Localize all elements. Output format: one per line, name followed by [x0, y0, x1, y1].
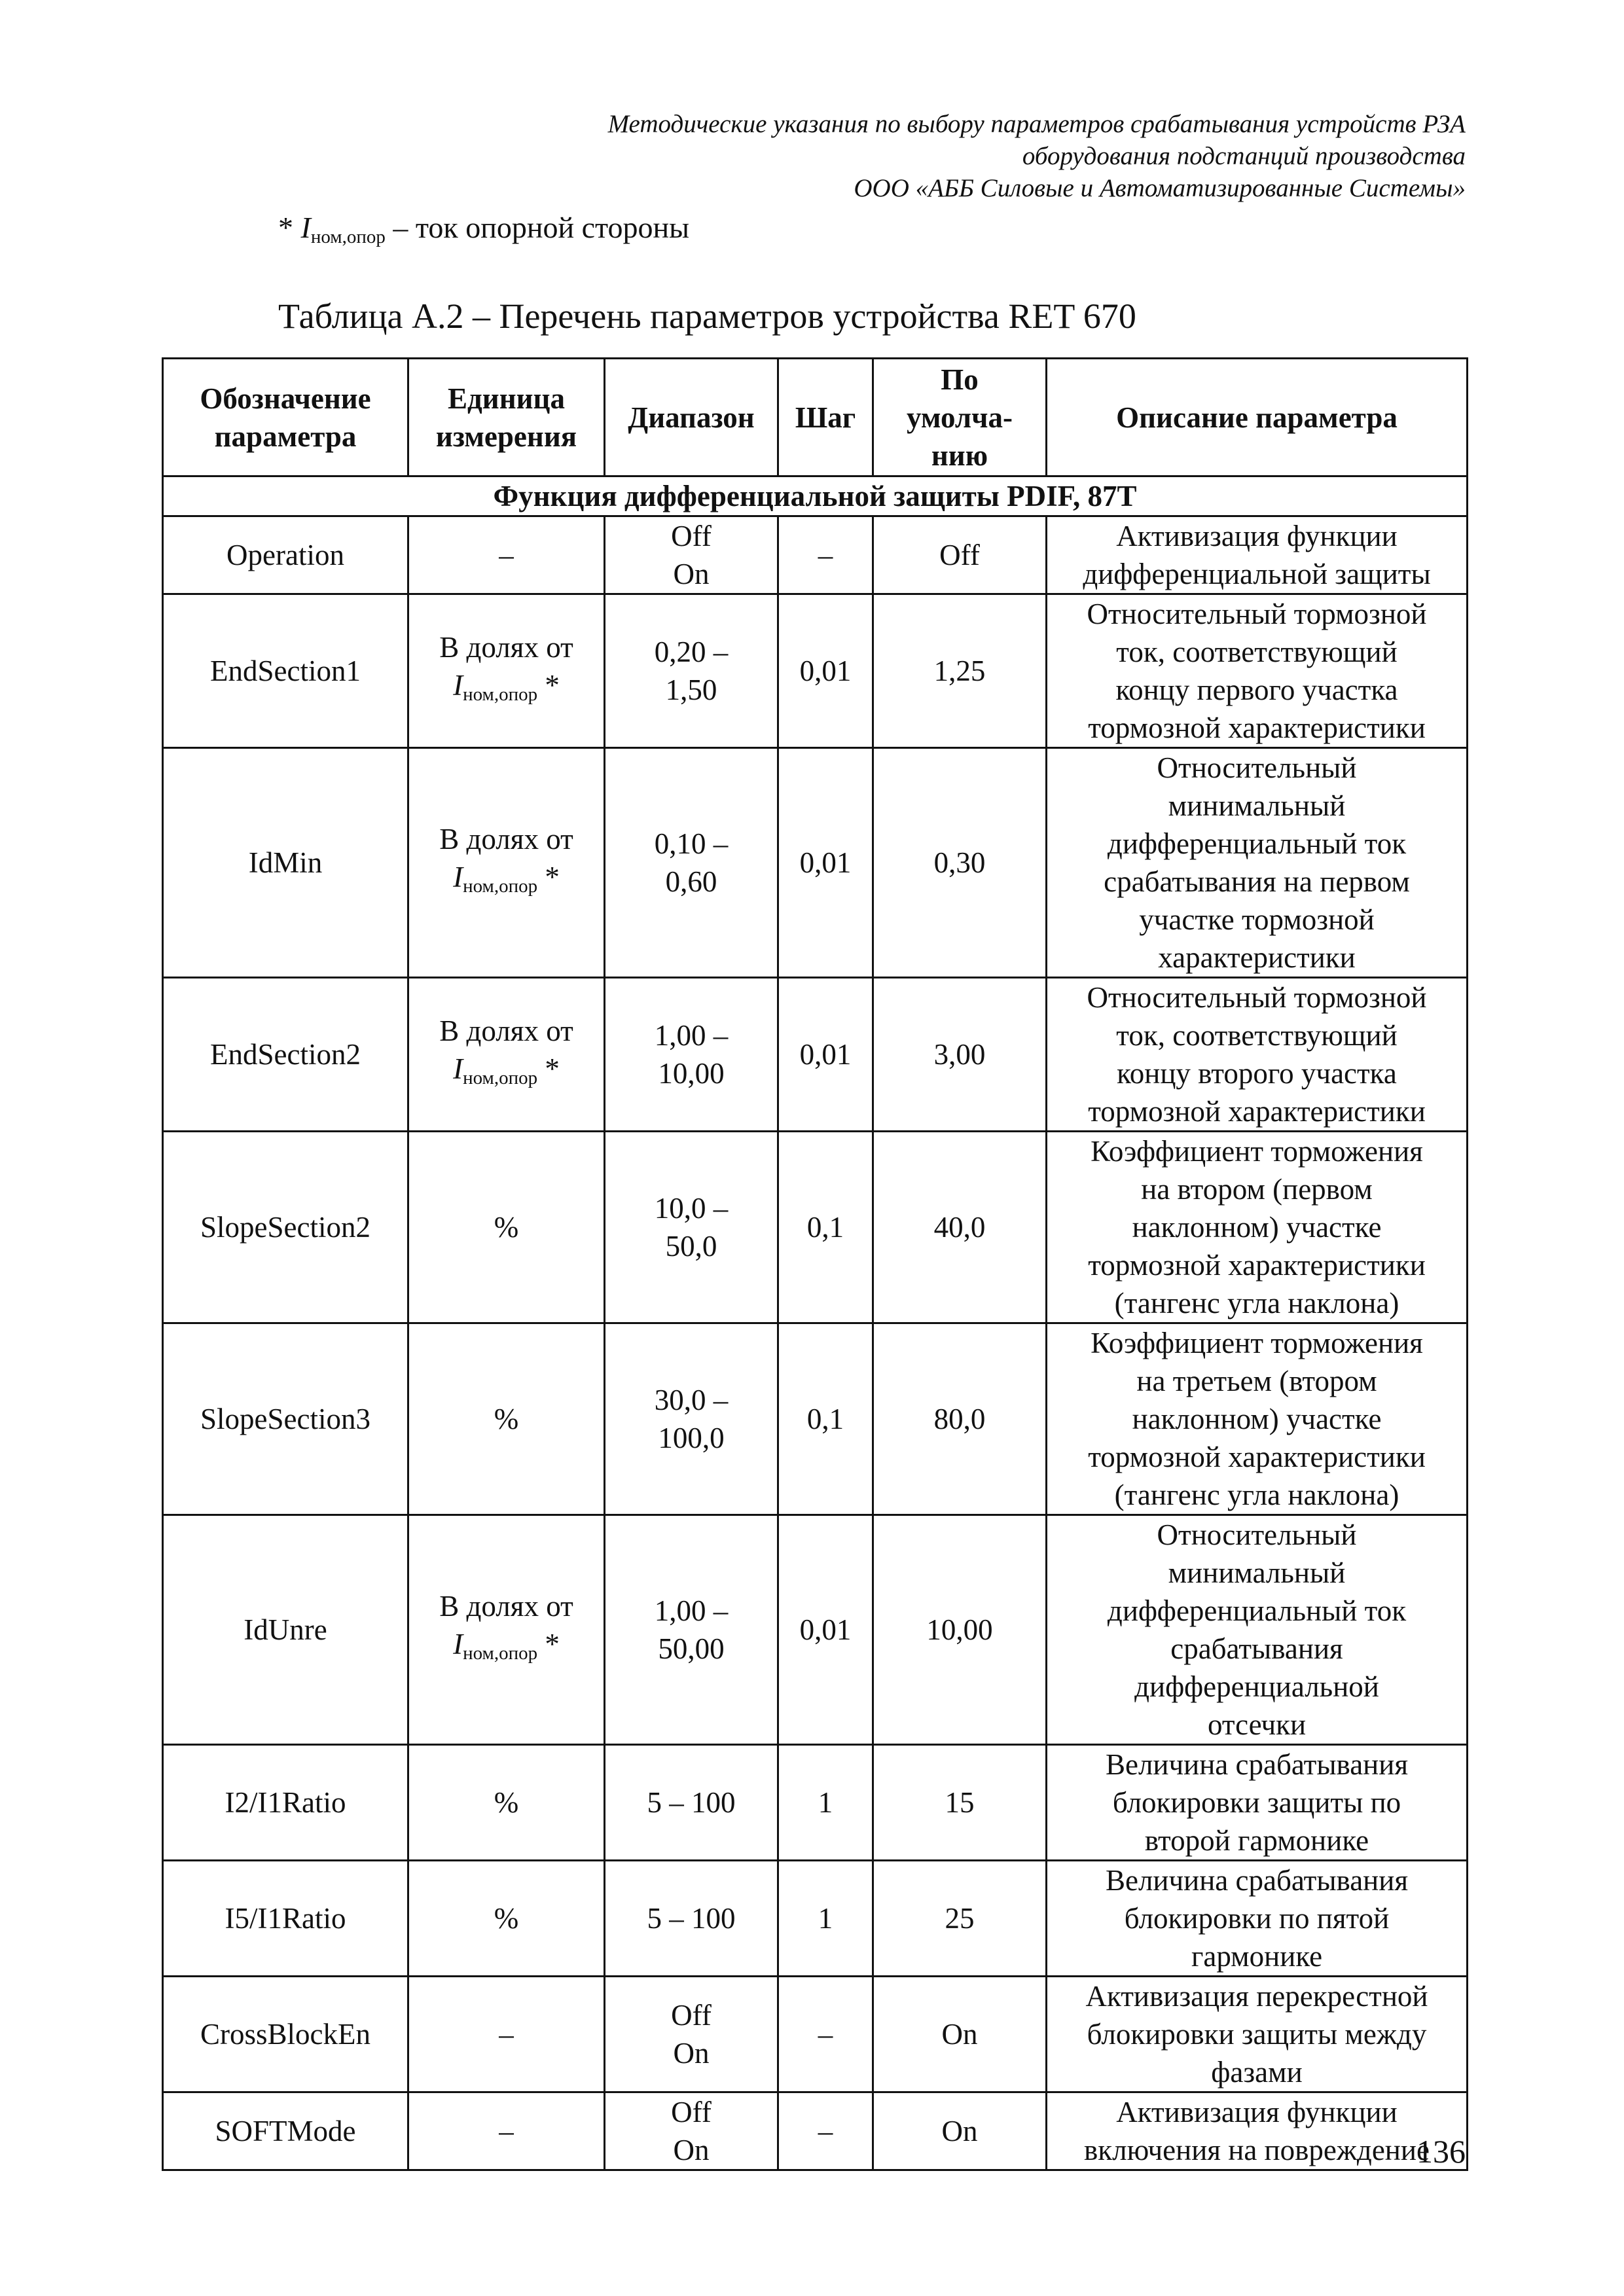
param-range: 5 – 100	[605, 1745, 778, 1861]
param-default: 15	[873, 1745, 1047, 1861]
param-range: 1,00 – 50,00	[605, 1515, 778, 1745]
param-unit: –	[408, 516, 605, 594]
param-description: Коэффициент торможения на третьем (втором наклонном) участке тормозной характеристики (тангенс угла наклона)	[1047, 1323, 1468, 1515]
param-unit: %	[408, 1323, 605, 1515]
header-name: Обозначение параметра	[163, 359, 408, 476]
table-row	[163, 748, 1468, 978]
param-unit	[408, 978, 605, 1132]
param-step: –	[778, 516, 873, 594]
header-range: Диапазон	[605, 359, 778, 476]
param-name: EndSection2	[163, 978, 408, 1132]
footnote	[278, 208, 689, 257]
header-description: Описание параметра	[1047, 359, 1468, 476]
param-range: 0,20 – 1,50	[605, 594, 778, 748]
table-row	[163, 516, 1468, 594]
table-caption: Таблица А.2 – Перечень параметров устройства RET 670	[278, 296, 1136, 336]
footnote-subscript: ном,опор	[310, 226, 386, 247]
param-range: Off On	[605, 1977, 778, 2092]
param-unit: %	[408, 1132, 605, 1323]
param-step: –	[778, 2092, 873, 2170]
param-step: 1	[778, 1745, 873, 1861]
unit-symbol: I	[453, 1052, 463, 1085]
unit-symbol: I	[453, 861, 463, 893]
table-row	[163, 1977, 1468, 2092]
footnote-text: – ток опорной стороны	[385, 211, 690, 244]
table-row	[163, 978, 1468, 1132]
unit-prefix: В долях от	[439, 1590, 573, 1623]
unit-symbol: I	[453, 669, 463, 702]
param-unit: –	[408, 1977, 605, 2092]
param-default: 10,00	[873, 1515, 1047, 1745]
param-description: Величина срабатывания блокировки защиты по второй гармонике	[1047, 1745, 1468, 1861]
section-row	[163, 476, 1468, 516]
unit-suffix: *	[537, 669, 560, 702]
param-default: 25	[873, 1861, 1047, 1977]
param-name: CrossBlockEn	[163, 1977, 408, 2092]
param-name: IdUnre	[163, 1515, 408, 1745]
param-default: 0,30	[873, 748, 1047, 978]
param-range: Off On	[605, 516, 778, 594]
param-step: –	[778, 1977, 873, 2092]
param-unit: %	[408, 1861, 605, 1977]
param-step: 0,1	[778, 1132, 873, 1323]
param-name: SlopeSection3	[163, 1323, 408, 1515]
param-description: Относительный минимальный дифференциальный ток срабатывания дифференциальной отсечки	[1047, 1515, 1468, 1745]
unit-subscript: ном,опор	[463, 876, 538, 897]
param-name: Operation	[163, 516, 408, 594]
param-step: 0,1	[778, 1323, 873, 1515]
header-default: По умолча- нию	[873, 359, 1047, 476]
param-unit	[408, 594, 605, 748]
header-unit: Единица измерения	[408, 359, 605, 476]
param-default: On	[873, 1977, 1047, 2092]
running-header	[418, 108, 1466, 204]
unit-suffix: *	[537, 861, 560, 893]
param-name: I2/I1Ratio	[163, 1745, 408, 1861]
unit-prefix: В долях от	[439, 1014, 573, 1047]
table-row	[163, 1861, 1468, 1977]
param-name: IdMin	[163, 748, 408, 978]
param-step: 0,01	[778, 748, 873, 978]
param-unit	[408, 748, 605, 978]
param-step: 0,01	[778, 978, 873, 1132]
page-number: 136	[1416, 2133, 1466, 2170]
param-step: 0,01	[778, 594, 873, 748]
param-step: 0,01	[778, 1515, 873, 1745]
table-row	[163, 594, 1468, 748]
header-step: Шаг	[778, 359, 873, 476]
param-range: 30,0 – 100,0	[605, 1323, 778, 1515]
unit-subscript: ном,опор	[463, 1067, 538, 1088]
param-default: 40,0	[873, 1132, 1047, 1323]
unit-prefix: В долях от	[439, 631, 573, 664]
param-default: 3,00	[873, 978, 1047, 1132]
param-description: Относительный тормозной ток, соответствующий концу первого участка тормозной характеристики	[1047, 594, 1468, 748]
param-unit	[408, 1515, 605, 1745]
param-description: Относительный минимальный дифференциальный ток срабатывания на первом участке тормозной характеристики	[1047, 748, 1468, 978]
table-header-row	[163, 359, 1468, 476]
param-name: SlopeSection2	[163, 1132, 408, 1323]
section-title: Функция дифференциальной защиты PDIF, 87T	[163, 476, 1468, 516]
unit-subscript: ном,опор	[463, 684, 538, 705]
footnote-symbol: I	[300, 211, 311, 244]
param-description: Активизация функции дифференциальной защиты	[1047, 516, 1468, 594]
param-range: 5 – 100	[605, 1861, 778, 1977]
table-row	[163, 2092, 1468, 2170]
param-description: Коэффициент торможения на втором (первом наклонном) участке тормозной характеристики (тангенс угла наклона)	[1047, 1132, 1468, 1323]
param-description: Активизация функции включения на повреждение	[1047, 2092, 1468, 2170]
param-name: EndSection1	[163, 594, 408, 748]
param-name: SOFTMode	[163, 2092, 408, 2170]
table-row	[163, 1323, 1468, 1515]
table-row	[163, 1515, 1468, 1745]
header-line-3: ООО «АББ Силовые и Автоматизированные Системы»	[854, 174, 1466, 202]
param-default: Off	[873, 516, 1047, 594]
param-name: I5/I1Ratio	[163, 1861, 408, 1977]
param-range: 0,10 – 0,60	[605, 748, 778, 978]
param-description: Активизация перекрестной блокировки защиты между фазами	[1047, 1977, 1468, 2092]
header-line-2: оборудования подстанций производства	[1022, 142, 1466, 170]
param-unit: %	[408, 1745, 605, 1861]
parameters-table	[162, 357, 1468, 2171]
table-row	[163, 1745, 1468, 1861]
param-range: 1,00 – 10,00	[605, 978, 778, 1132]
param-unit: –	[408, 2092, 605, 2170]
param-range: 10,0 – 50,0	[605, 1132, 778, 1323]
param-description: Величина срабатывания блокировки по пятой гармонике	[1047, 1861, 1468, 1977]
param-default: 1,25	[873, 594, 1047, 748]
param-description: Относительный тормозной ток, соответствующий концу второго участка тормозной характеристики	[1047, 978, 1468, 1132]
unit-subscript: ном,опор	[463, 1643, 538, 1664]
param-default: On	[873, 2092, 1047, 2170]
param-default: 80,0	[873, 1323, 1047, 1515]
table-row	[163, 1132, 1468, 1323]
unit-suffix: *	[537, 1628, 560, 1660]
footnote-star: *	[278, 211, 301, 244]
param-range: Off On	[605, 2092, 778, 2170]
unit-prefix: В долях от	[439, 823, 573, 855]
param-step: 1	[778, 1861, 873, 1977]
header-line-1: Методические указания по выбору параметров срабатывания устройств РЗА	[607, 110, 1466, 138]
unit-suffix: *	[537, 1052, 560, 1085]
unit-symbol: I	[453, 1628, 463, 1660]
